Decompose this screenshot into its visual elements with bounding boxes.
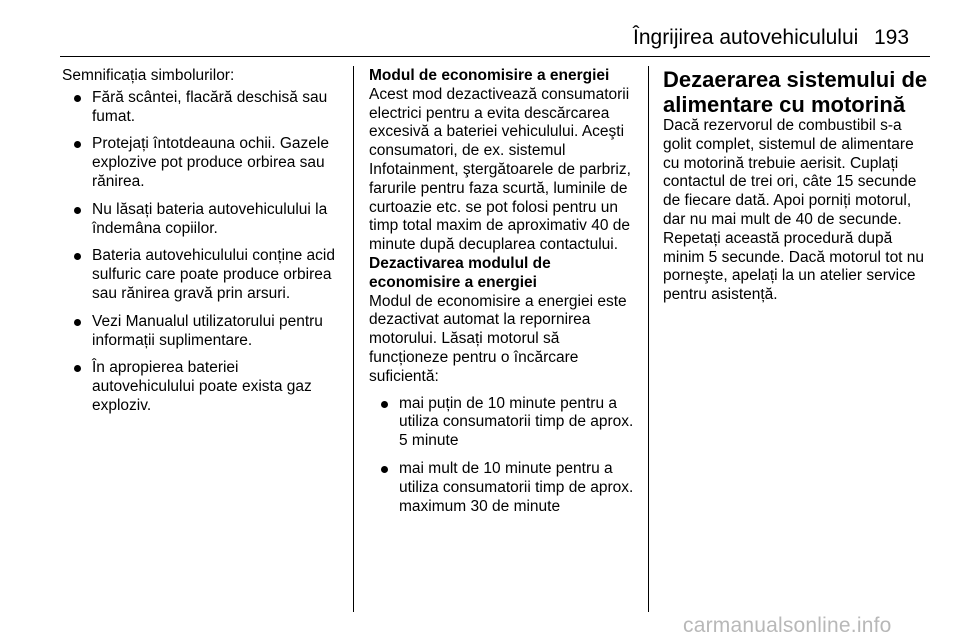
column-divider-2 xyxy=(648,66,649,612)
bullet-icon xyxy=(74,365,81,372)
section-title: Îngrijirea autovehiculului xyxy=(633,26,859,49)
list-item xyxy=(62,89,344,127)
deactivation-paragraph: Modul de economisire a energiei este dezactivat automat la repornirea motorului. Lăsați motorul să funcționeze pentru o încărcare suficientă: xyxy=(369,292,627,385)
list-item-text: mai puțin de 10 minute pentru a utiliza consumatorii timp de aprox. 5 minute xyxy=(399,394,634,450)
list-item-text: Nu lăsați bateria autovehiculului la îndemâna copiilor. xyxy=(92,200,328,237)
energy-saving-paragraph: Acest mod dezactivează consumatorii electrici pentru a evita descărcarea excesivă a bateriei vehiculului. Aceşti consumatori, de ex. sistemul Infotainment, ştergătoarele de parbriz, farurile pentru faza scurtă, luminile de curtoazie etc. se pot folosi pentru un timp total maxim de aproximativ 40 de minute după decuplarea contactului. xyxy=(369,85,631,254)
list-item-text: Fără scântei, flacără deschisă sau fumat. xyxy=(92,88,328,125)
diesel-bleeding-paragraph: Dacă rezervorul de combustibil s-a golit complet, sistemul de alimentare cu motorină trebuie aerisit. Cuplați contactul de trei ori, câte 15 secunde de fiecare dată. Apoi porniți motorul, dar nu mai mult de 40 de secunde. Repetați această procedură după minim 5 secunde. Dacă motorul tot nu porneşte, apelați la un atelier service pentru asistență. xyxy=(663,117,925,304)
list-item-text: Bateria autovehiculului conține acid sulfuric care poate produce orbirea sau rănirea gravă prin arsuri. xyxy=(92,247,335,302)
watermark: carmanualsonline.info xyxy=(683,614,892,637)
list-item xyxy=(62,359,344,415)
duration-list xyxy=(369,395,637,517)
symbols-list xyxy=(62,89,344,416)
bullet-icon xyxy=(381,466,388,473)
header-divider xyxy=(60,56,930,57)
page-number: 193 xyxy=(874,26,910,49)
column-energy-saving xyxy=(369,67,637,525)
energy-saving-heading: Modul de economisire a energiei xyxy=(369,67,610,84)
list-item xyxy=(369,395,637,451)
list-item xyxy=(369,460,637,516)
list-item-text: mai mult de 10 minute pentru a utiliza consumatorii timp de aprox. maximum 30 de minute xyxy=(399,459,634,515)
list-item xyxy=(62,135,344,191)
column-diesel-bleeding xyxy=(663,67,933,305)
bullet-icon xyxy=(74,207,81,214)
column-divider-1 xyxy=(353,66,354,612)
list-item-text: Vezi Manualul utilizatorului pentru informații suplimentare. xyxy=(92,312,323,349)
bullet-icon xyxy=(74,319,81,326)
list-item xyxy=(62,247,344,303)
list-item-text: În apropierea bateriei autovehiculului poate exista gaz exploziv. xyxy=(92,359,312,414)
list-item xyxy=(62,201,344,239)
list-item-text: Protejați întotdeauna ochii. Gazele explozive pot produce orbirea sau rănirea. xyxy=(92,135,329,190)
bullet-icon xyxy=(74,253,81,260)
bullet-icon xyxy=(381,401,388,408)
page-header xyxy=(0,0,960,57)
symbols-intro: Semnificația simbolurilor: xyxy=(62,67,235,84)
list-item xyxy=(62,313,344,351)
diesel-bleeding-heading: Dezaerarea sistemului de alimentare cu motorină xyxy=(663,67,928,117)
bullet-icon xyxy=(74,141,81,148)
column-symbols xyxy=(62,67,344,425)
deactivation-subheading: Dezactivarea modulul de economisire a energiei xyxy=(369,254,551,291)
bullet-icon xyxy=(74,95,81,102)
